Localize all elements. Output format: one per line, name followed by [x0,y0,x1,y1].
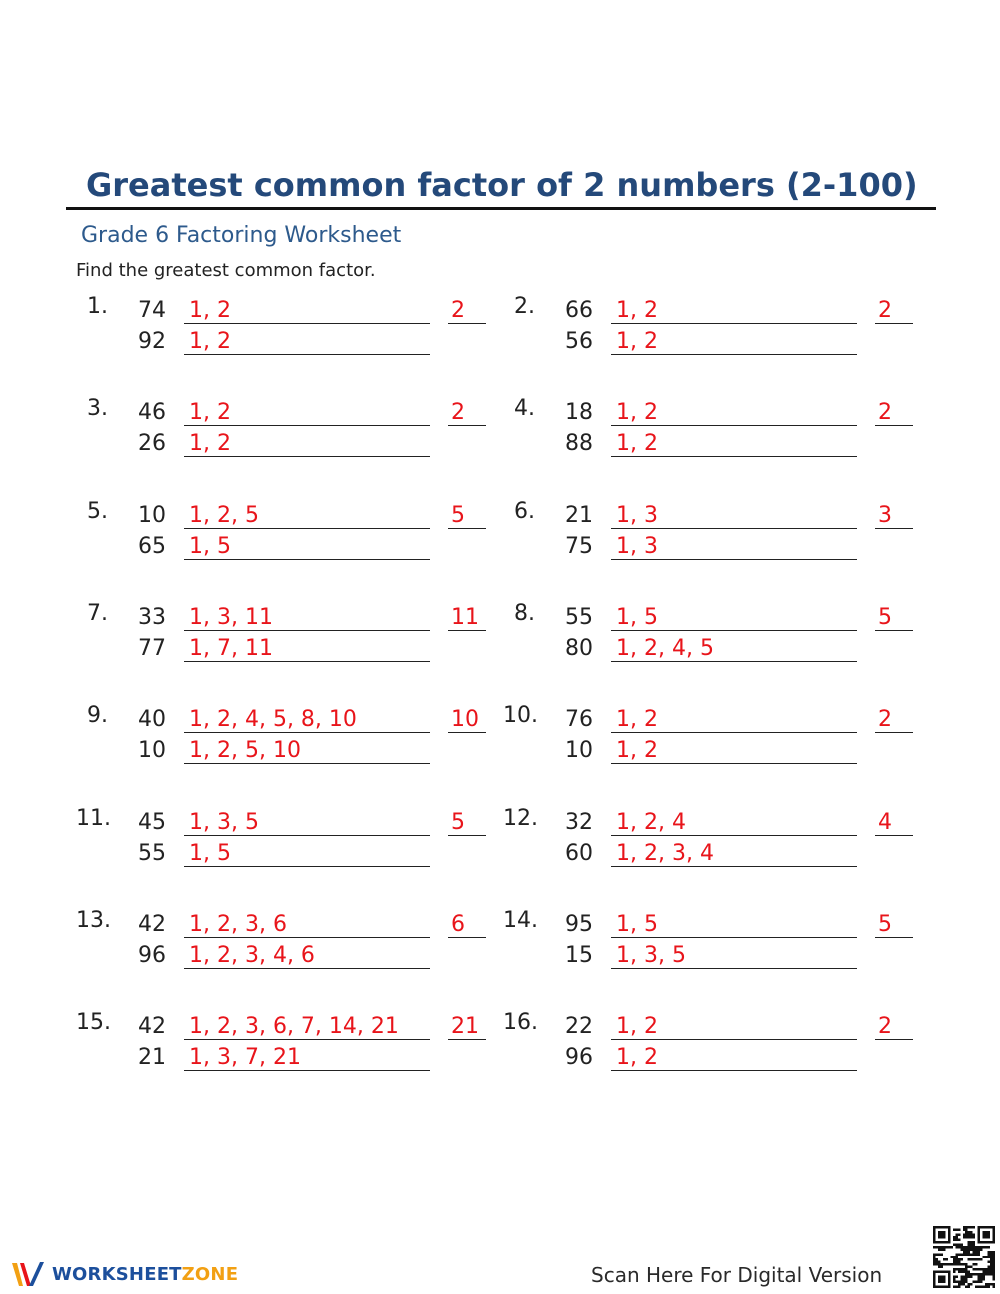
first-number: 21 [565,502,593,528]
problem-number: 12. [503,805,538,831]
second-factors-answer[interactable]: 1, 2 [611,431,857,457]
second-number: 21 [138,1045,166,1071]
problem-9 [86,703,516,777]
problem-number: 5. [87,498,108,524]
scan-caption: Scan Here For Digital Version [591,1263,883,1287]
second-factors-answer[interactable]: 1, 2, 3, 4, 6 [184,943,430,969]
problem-3 [86,396,516,470]
second-number: 77 [138,635,166,661]
problem-number: 14. [503,907,538,933]
gcf-answer[interactable]: 2 [875,400,913,426]
second-factors-answer[interactable]: 1, 5 [184,534,430,560]
second-factors-answer[interactable]: 1, 2, 5, 10 [184,738,430,764]
problem-1 [86,294,516,368]
gcf-answer[interactable]: 2 [448,298,486,324]
problem-12 [503,805,943,880]
problem-14 [503,907,943,982]
problem-number: 13. [76,907,111,933]
second-number: 10 [565,738,593,764]
second-number: 60 [565,840,593,866]
problem-13 [76,907,516,982]
first-number: 66 [565,298,593,323]
second-factors-answer[interactable]: 1, 2 [611,329,857,355]
gcf-answer[interactable]: 21 [448,1014,486,1040]
brand-name: WORKSHEETZONE [52,1263,239,1285]
problem-number: 2. [514,294,535,319]
problem-11 [76,805,516,880]
problem-number: 7. [87,600,108,626]
first-number: 40 [138,707,166,733]
problem-number: 10. [503,703,538,729]
first-number: 10 [138,502,166,528]
second-factors-answer[interactable]: 1, 2, 4, 5 [611,636,857,662]
title-divider [66,207,936,210]
first-factors-answer[interactable]: 1, 2 [611,298,857,324]
first-number: 45 [138,809,166,835]
second-number: 55 [138,840,166,866]
second-number: 10 [138,738,166,764]
first-factors-answer[interactable]: 1, 2, 4 [611,810,857,836]
page-subtitle: Grade 6 Factoring Worksheet [81,223,402,248]
first-number: 46 [138,400,166,426]
first-factors-answer[interactable]: 1, 2 [611,400,857,426]
problem-10 [503,703,943,777]
gcf-answer[interactable]: 4 [875,810,913,836]
first-factors-answer[interactable]: 1, 2 [611,1014,857,1040]
first-number: 22 [565,1014,593,1040]
gcf-answer[interactable]: 2 [448,400,486,426]
brand-logo[interactable] [10,1258,238,1290]
problem-number: 16. [503,1010,538,1036]
second-factors-answer[interactable]: 1, 3 [611,534,857,560]
gcf-answer[interactable]: 2 [875,707,913,733]
first-factors-answer[interactable]: 1, 3, 11 [184,605,430,631]
problem-number: 11. [76,805,111,831]
second-factors-answer[interactable]: 1, 2 [184,329,430,355]
first-number: 32 [565,809,593,835]
gcf-answer[interactable]: 5 [875,605,913,631]
second-factors-answer[interactable]: 1, 3, 5 [611,943,857,969]
gcf-answer[interactable]: 5 [448,810,486,836]
first-factors-answer[interactable]: 1, 2, 4, 5, 8, 10 [184,707,430,733]
first-number: 95 [565,911,593,937]
instructions: Find the greatest common factor. [76,260,376,281]
first-number: 42 [138,911,166,937]
qr-code-icon[interactable] [933,1226,995,1288]
gcf-answer[interactable]: 2 [875,1014,913,1040]
second-number: 65 [138,533,166,559]
second-number: 92 [138,329,166,354]
second-number: 88 [565,431,593,457]
gcf-answer[interactable]: 10 [448,707,486,733]
first-factors-answer[interactable]: 1, 2 [184,400,430,426]
problem-6 [513,498,943,573]
page-title: Greatest common factor of 2 numbers (2-100) [86,166,918,204]
second-factors-answer[interactable]: 1, 2, 3, 4 [611,841,857,867]
second-number: 96 [565,1045,593,1071]
second-factors-answer[interactable]: 1, 5 [184,841,430,867]
problem-number: 3. [87,396,108,422]
second-factors-answer[interactable]: 1, 2 [611,1045,857,1071]
first-factors-answer[interactable]: 1, 5 [611,605,857,631]
second-number: 15 [565,942,593,968]
gcf-answer[interactable]: 5 [875,912,913,938]
second-factors-answer[interactable]: 1, 2 [611,738,857,764]
first-factors-answer[interactable]: 1, 5 [611,912,857,938]
first-number: 74 [138,298,166,323]
first-factors-answer[interactable]: 1, 2, 5 [184,503,430,529]
problem-number: 4. [514,396,535,422]
first-factors-answer[interactable]: 1, 2, 3, 6 [184,912,430,938]
second-number: 80 [565,635,593,661]
problem-number: 15. [76,1010,111,1036]
problem-15 [76,1010,516,1084]
gcf-answer[interactable]: 6 [448,912,486,938]
problem-5 [86,498,516,573]
problem-4 [513,396,943,470]
second-factors-answer[interactable]: 1, 3, 7, 21 [184,1045,430,1071]
second-number: 96 [138,942,166,968]
first-factors-answer[interactable]: 1, 2, 3, 6, 7, 14, 21 [184,1014,430,1040]
gcf-answer[interactable]: 2 [875,298,913,324]
gcf-answer[interactable]: 11 [448,605,486,631]
problem-number: 1. [87,294,108,319]
problem-16 [503,1010,943,1084]
first-number: 42 [138,1014,166,1040]
first-factors-answer[interactable]: 1, 2 [184,298,430,324]
first-factors-answer[interactable]: 1, 3, 5 [184,810,430,836]
second-factors-answer[interactable]: 1, 7, 11 [184,636,430,662]
first-number: 76 [565,707,593,733]
problem-2 [513,294,943,368]
problem-number: 8. [514,600,535,626]
first-factors-answer[interactable]: 1, 2 [611,707,857,733]
second-number: 26 [138,431,166,457]
first-number: 33 [138,604,166,630]
gcf-answer[interactable]: 3 [875,503,913,529]
second-number: 56 [565,329,593,354]
problem-7 [86,600,516,675]
first-number: 18 [565,400,593,426]
second-factors-answer[interactable]: 1, 2 [184,431,430,457]
first-number: 55 [565,604,593,630]
problem-8 [513,600,943,675]
second-number: 75 [565,533,593,559]
gcf-answer[interactable]: 5 [448,503,486,529]
w-logo-icon [10,1259,46,1289]
first-factors-answer[interactable]: 1, 3 [611,503,857,529]
problem-number: 9. [87,703,108,729]
problem-number: 6. [514,498,535,524]
